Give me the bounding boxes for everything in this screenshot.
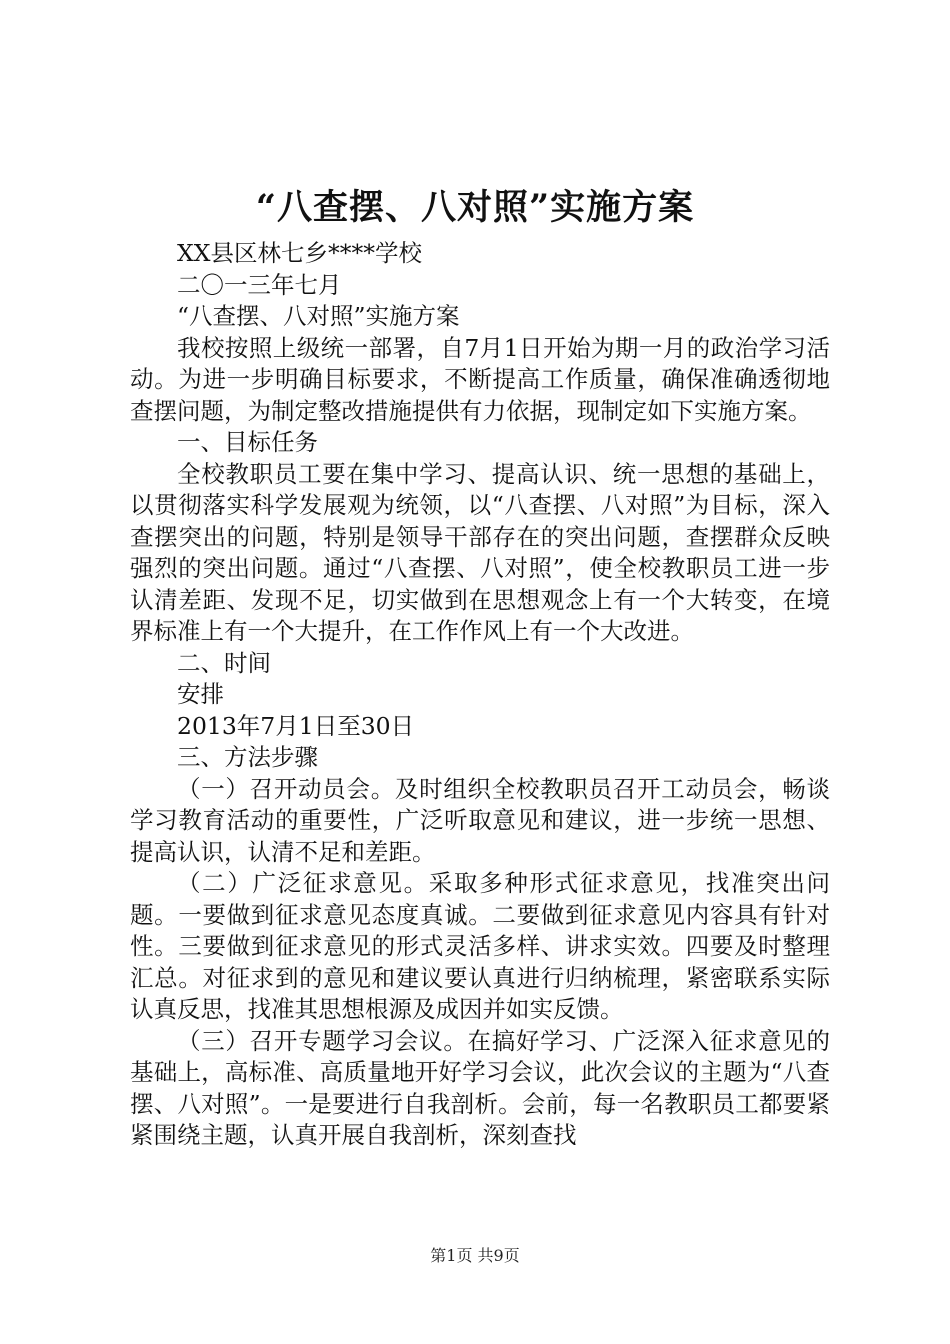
time-range: 2013年7月1日至30日 [177, 711, 415, 740]
goals-paragraph: 全校教职员工要在集中学习、提高认识、统一思想的基础上，以贯彻落实科学发展观为统领，以“八查摆、八对照”为目标，深入查摆突出的问题，特别是领导干部存在的突出问题，查摆群众反映强烈的突出问题。通过“八查摆、八对照”，使全校教职员工进一步认清差距、发现不足，切实做到在思想观念上有一个大转变，在境界标准上有一个大提升，在工作作风上有一个大改进。 [130, 459, 830, 645]
section-heading-time: 二、时间 [177, 648, 271, 677]
subtitle: “八查摆、八对照”实施方案 [177, 302, 460, 330]
school-name: XX县区林七乡****学校 [177, 239, 422, 267]
document-date: 二〇一三年七月 [177, 270, 342, 299]
section-heading-methods: 三、方法步骤 [177, 743, 318, 771]
method-step-2: （二）广泛征求意见。采取多种形式征求意见，找准突出问题。一要做到征求意见态度真诚。二要做到征求意见内容具有针对性。三要做到征求意见的形式灵活多样、讲求实效。四要及时整理汇总。对征求到的意见和建议要认真进行归纳梳理，紧密联系实际认真反思，找准其思想根源及成因并如实反馈。 [130, 869, 830, 1023]
time-arrangement-label: 安排 [177, 680, 224, 708]
method-step-1: （一）召开动员会。及时组织全校教职员召开工动员会，畅谈学习教育活动的重要性，广泛听取意见和建议，进一步统一思想、提高认识，认清不足和差距。 [130, 774, 830, 866]
intro-paragraph: 我校按照上级统一部署，自7月1日开始为期一月的政治学习活动。为进一步明确目标要求，不断提高工作质量，确保准确透彻地查摆问题，为制定整改措施提供有力依据，现制定如下实施方案。 [130, 333, 830, 425]
document-body [130, 238, 830, 1152]
page-footer: 第1页 共9页 [430, 1246, 520, 1265]
method-step-3: （三）召开专题学习会议。在搞好学习、广泛深入征求意见的基础上，高标准、高质量地开好学习会议，此次会议的主题为“八查摆、八对照”。一是要进行自我剖析。会前，每一名教职员工都要紧紧围绕主题，认真开展自我剖析，深刻查找 [130, 1026, 830, 1149]
section-heading-goals: 一、目标任务 [177, 428, 318, 456]
document-title: “八查摆、八对照”实施方案 [255, 187, 695, 228]
